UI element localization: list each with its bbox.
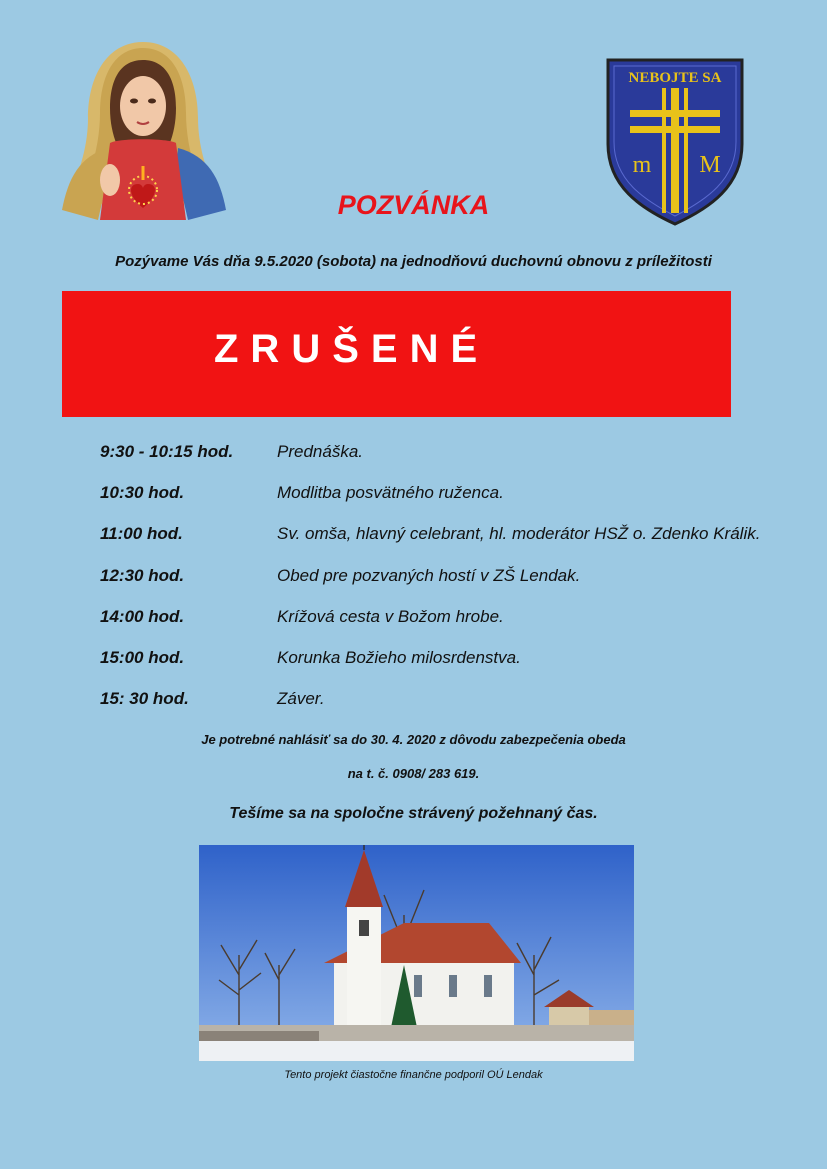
- schedule-description: Sv. omša, hlavný celebrant, hl. moderátor HSŽ o. Zdenko Králik.: [277, 524, 761, 543]
- schedule-row: [100, 483, 800, 507]
- schedule-description: Korunka Božieho milosrdenstva.: [277, 648, 521, 667]
- schedule-row: [100, 648, 800, 672]
- church-photo: [199, 845, 634, 1061]
- schedule-row: [100, 566, 800, 590]
- schedule-time: 9:30 - 10:15 hod.: [100, 442, 234, 461]
- schedule-time: 11:00 hod.: [100, 524, 183, 543]
- schedule-row: [100, 607, 800, 631]
- schedule-time: 10:30 hod.: [100, 483, 185, 502]
- invitation-line: Pozývame Vás dňa 9.5.2020 (sobota) na jednodňovú duchovnú obnovu z príležitosti: [115, 253, 712, 270]
- schedule-description: Krížová cesta v Božom hrobe.: [277, 607, 504, 626]
- page-title: [0, 190, 827, 221]
- schedule-row: [100, 689, 800, 713]
- logo-letter-left: m: [632, 152, 652, 178]
- schedule-description: Prednáška.: [277, 442, 363, 461]
- schedule-description: Obed pre pozvaných hostí v ZŠ Lendak.: [277, 566, 581, 585]
- registration-note: Je potrebné nahlásiť sa do 30. 4. 2020 z dôvodu zabezpečenia obeda: [201, 732, 626, 747]
- schedule-description: Záver.: [277, 689, 325, 708]
- logo-letter-right: M: [699, 152, 721, 178]
- cancelled-banner: [62, 291, 731, 417]
- cancelled-label: ZRUŠENÉ: [214, 327, 490, 371]
- closing-line: Tešíme sa na spoločne strávený požehnaný čas.: [229, 805, 598, 822]
- schedule-time: 14:00 hod.: [100, 607, 185, 626]
- schedule-row: [100, 442, 800, 466]
- schedule-time: 15:00 hod.: [100, 648, 185, 667]
- schedule-time: 12:30 hod.: [100, 566, 185, 585]
- photo-caption: Tento projekt čiastočne finančne podporil OÚ Lendak: [284, 1069, 543, 1081]
- logo-text: NEBOJTE SA: [628, 70, 722, 86]
- schedule-row: [100, 524, 800, 548]
- schedule-time: 15: 30 hod.: [100, 689, 189, 708]
- schedule-description: Modlitba posvätného ruženca.: [277, 483, 504, 502]
- phone-note: na t. č. 0908/ 283 619.: [347, 766, 480, 781]
- page-title-text: POZVÁNKA: [337, 190, 490, 220]
